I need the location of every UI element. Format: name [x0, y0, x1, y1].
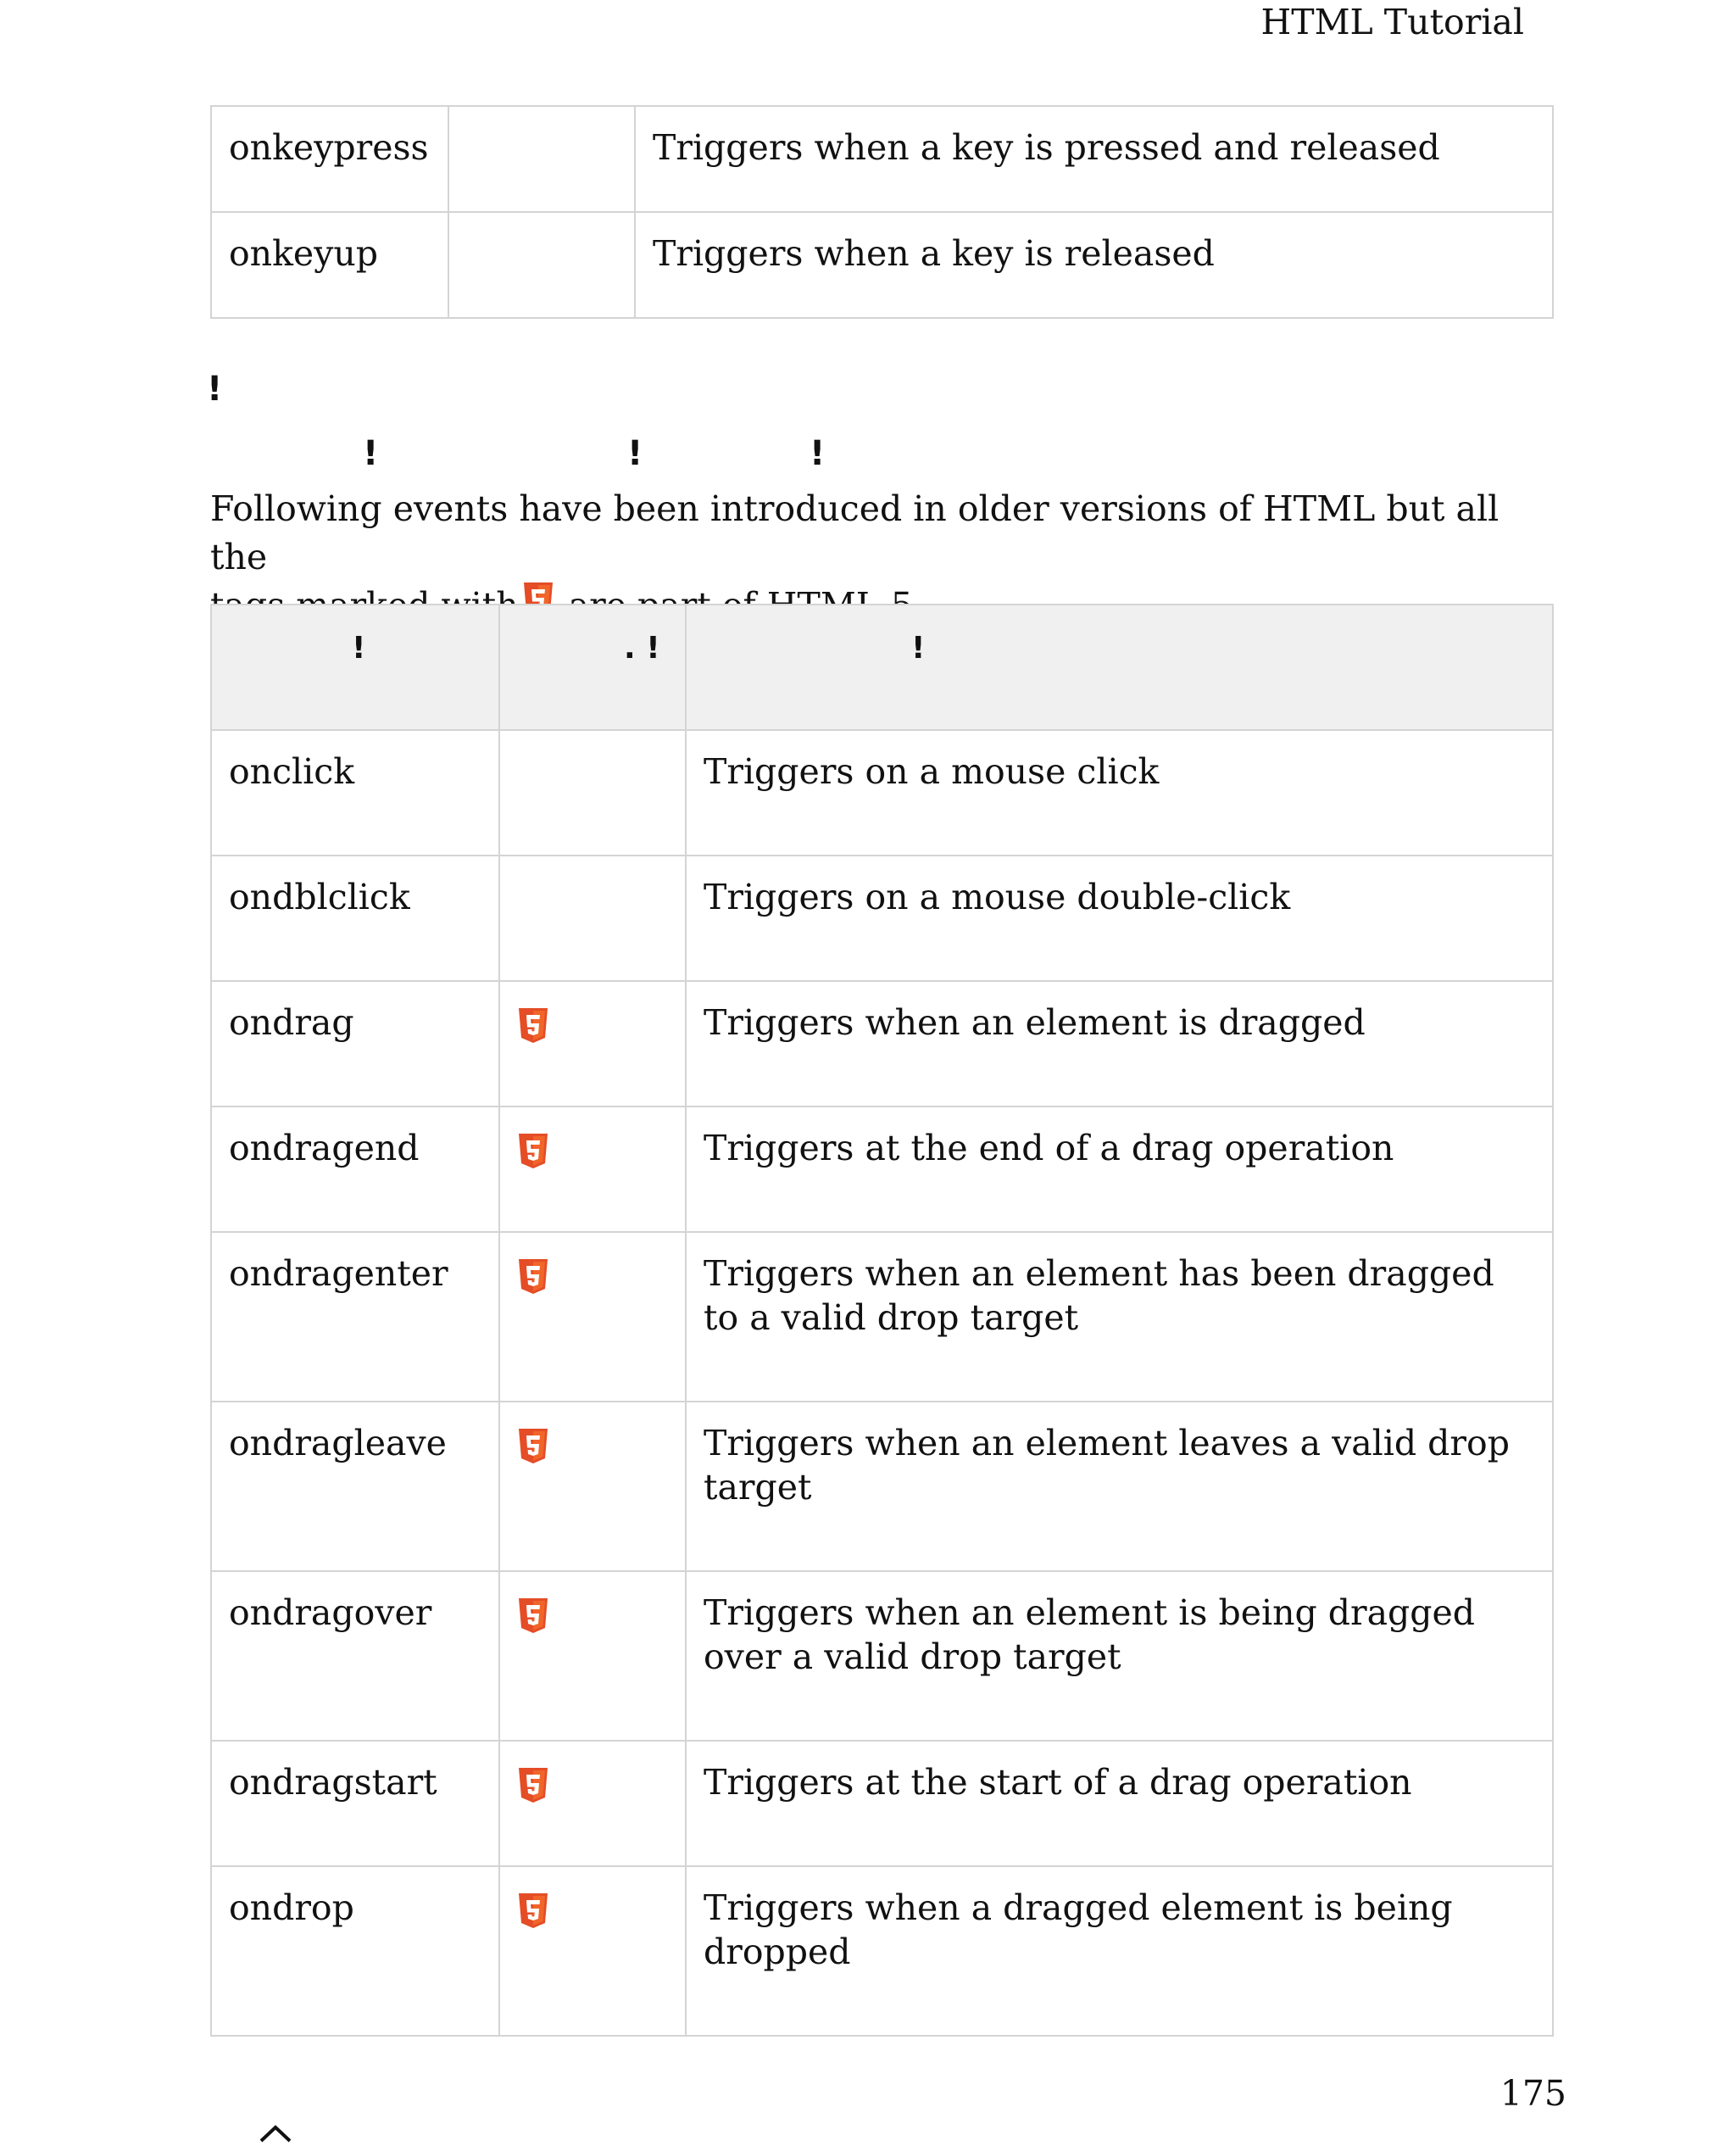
page-header-title: HTML Tutorial	[1260, 2, 1524, 42]
table-row	[211, 1571, 1553, 1741]
table-row	[211, 212, 1553, 318]
html5-icon	[517, 1597, 549, 1635]
table-row	[211, 106, 1553, 212]
event-name: ondrop	[211, 1866, 499, 2036]
missing-glyph-mark: !	[363, 434, 379, 473]
html5-cell	[499, 1402, 686, 1571]
html5-cell	[499, 1232, 686, 1402]
event-name: ondragleave	[211, 1402, 499, 1571]
html5-icon	[517, 1767, 549, 1804]
html5-icon	[517, 1428, 549, 1465]
event-description: Triggers when a key is pressed and released	[635, 106, 1553, 212]
table-row	[211, 730, 1553, 856]
missing-glyph-mark: !	[207, 370, 223, 409]
event-description: Triggers at the end of a drag operation	[686, 1106, 1553, 1232]
event-description: Triggers on a mouse double-click	[686, 856, 1553, 981]
event-name: ondblclick	[211, 856, 499, 981]
chevron-up-icon[interactable]	[259, 2124, 292, 2143]
event-name: onclick	[211, 730, 499, 856]
header-cell: !	[686, 605, 1553, 730]
html5-icon	[517, 1892, 549, 1930]
event-name: ondragend	[211, 1106, 499, 1232]
event-name: ondragstart	[211, 1741, 499, 1866]
html5-cell	[499, 1571, 686, 1741]
missing-glyph-mark: !	[810, 434, 826, 473]
event-description: Triggers when an element has been dragged to a valid drop target	[686, 1232, 1553, 1402]
html5-cell	[499, 1741, 686, 1866]
html5-cell	[499, 856, 686, 981]
table-row	[211, 1402, 1553, 1571]
table-row	[211, 981, 1553, 1106]
html5-cell	[499, 1866, 686, 2036]
mouse-events-table	[210, 604, 1554, 2037]
event-name: ondragenter	[211, 1232, 499, 1402]
event-name: onkeyup	[211, 212, 448, 318]
html5-cell	[499, 730, 686, 856]
html5-cell	[499, 1106, 686, 1232]
event-description: Triggers when an element is being dragged over a valid drop target	[686, 1571, 1553, 1741]
intro-line-1: Following events have been introduced in older versions of HTML but all the	[210, 488, 1500, 577]
html5-icon	[517, 1133, 549, 1170]
header-cell: . !	[499, 605, 686, 730]
table-row	[211, 856, 1553, 981]
event-description: Triggers at the start of a drag operation	[686, 1741, 1553, 1866]
html5-icon	[517, 1007, 549, 1045]
table-row	[211, 1232, 1553, 1402]
html5-cell	[448, 212, 635, 318]
table-row	[211, 1866, 1553, 2036]
table-row	[211, 1741, 1553, 1866]
header-cell: !	[211, 605, 499, 730]
event-name: ondragover	[211, 1571, 499, 1741]
event-description: Triggers when a key is released	[635, 212, 1553, 318]
missing-glyph-mark: !	[627, 434, 643, 473]
table-header-row	[211, 605, 1553, 730]
event-description: Triggers when an element leaves a valid drop target	[686, 1402, 1553, 1571]
event-description: Triggers when a dragged element is being dropped	[686, 1866, 1553, 2036]
event-description: Triggers when an element is dragged	[686, 981, 1553, 1106]
html5-cell	[499, 981, 686, 1106]
event-description: Triggers on a mouse click	[686, 730, 1553, 856]
key-events-table	[210, 105, 1554, 319]
event-name: onkeypress	[211, 106, 448, 212]
table-row	[211, 1106, 1553, 1232]
html5-cell	[448, 106, 635, 212]
page-number: 175	[1500, 2073, 1566, 2114]
event-name: ondrag	[211, 981, 499, 1106]
html5-icon	[517, 1258, 549, 1296]
